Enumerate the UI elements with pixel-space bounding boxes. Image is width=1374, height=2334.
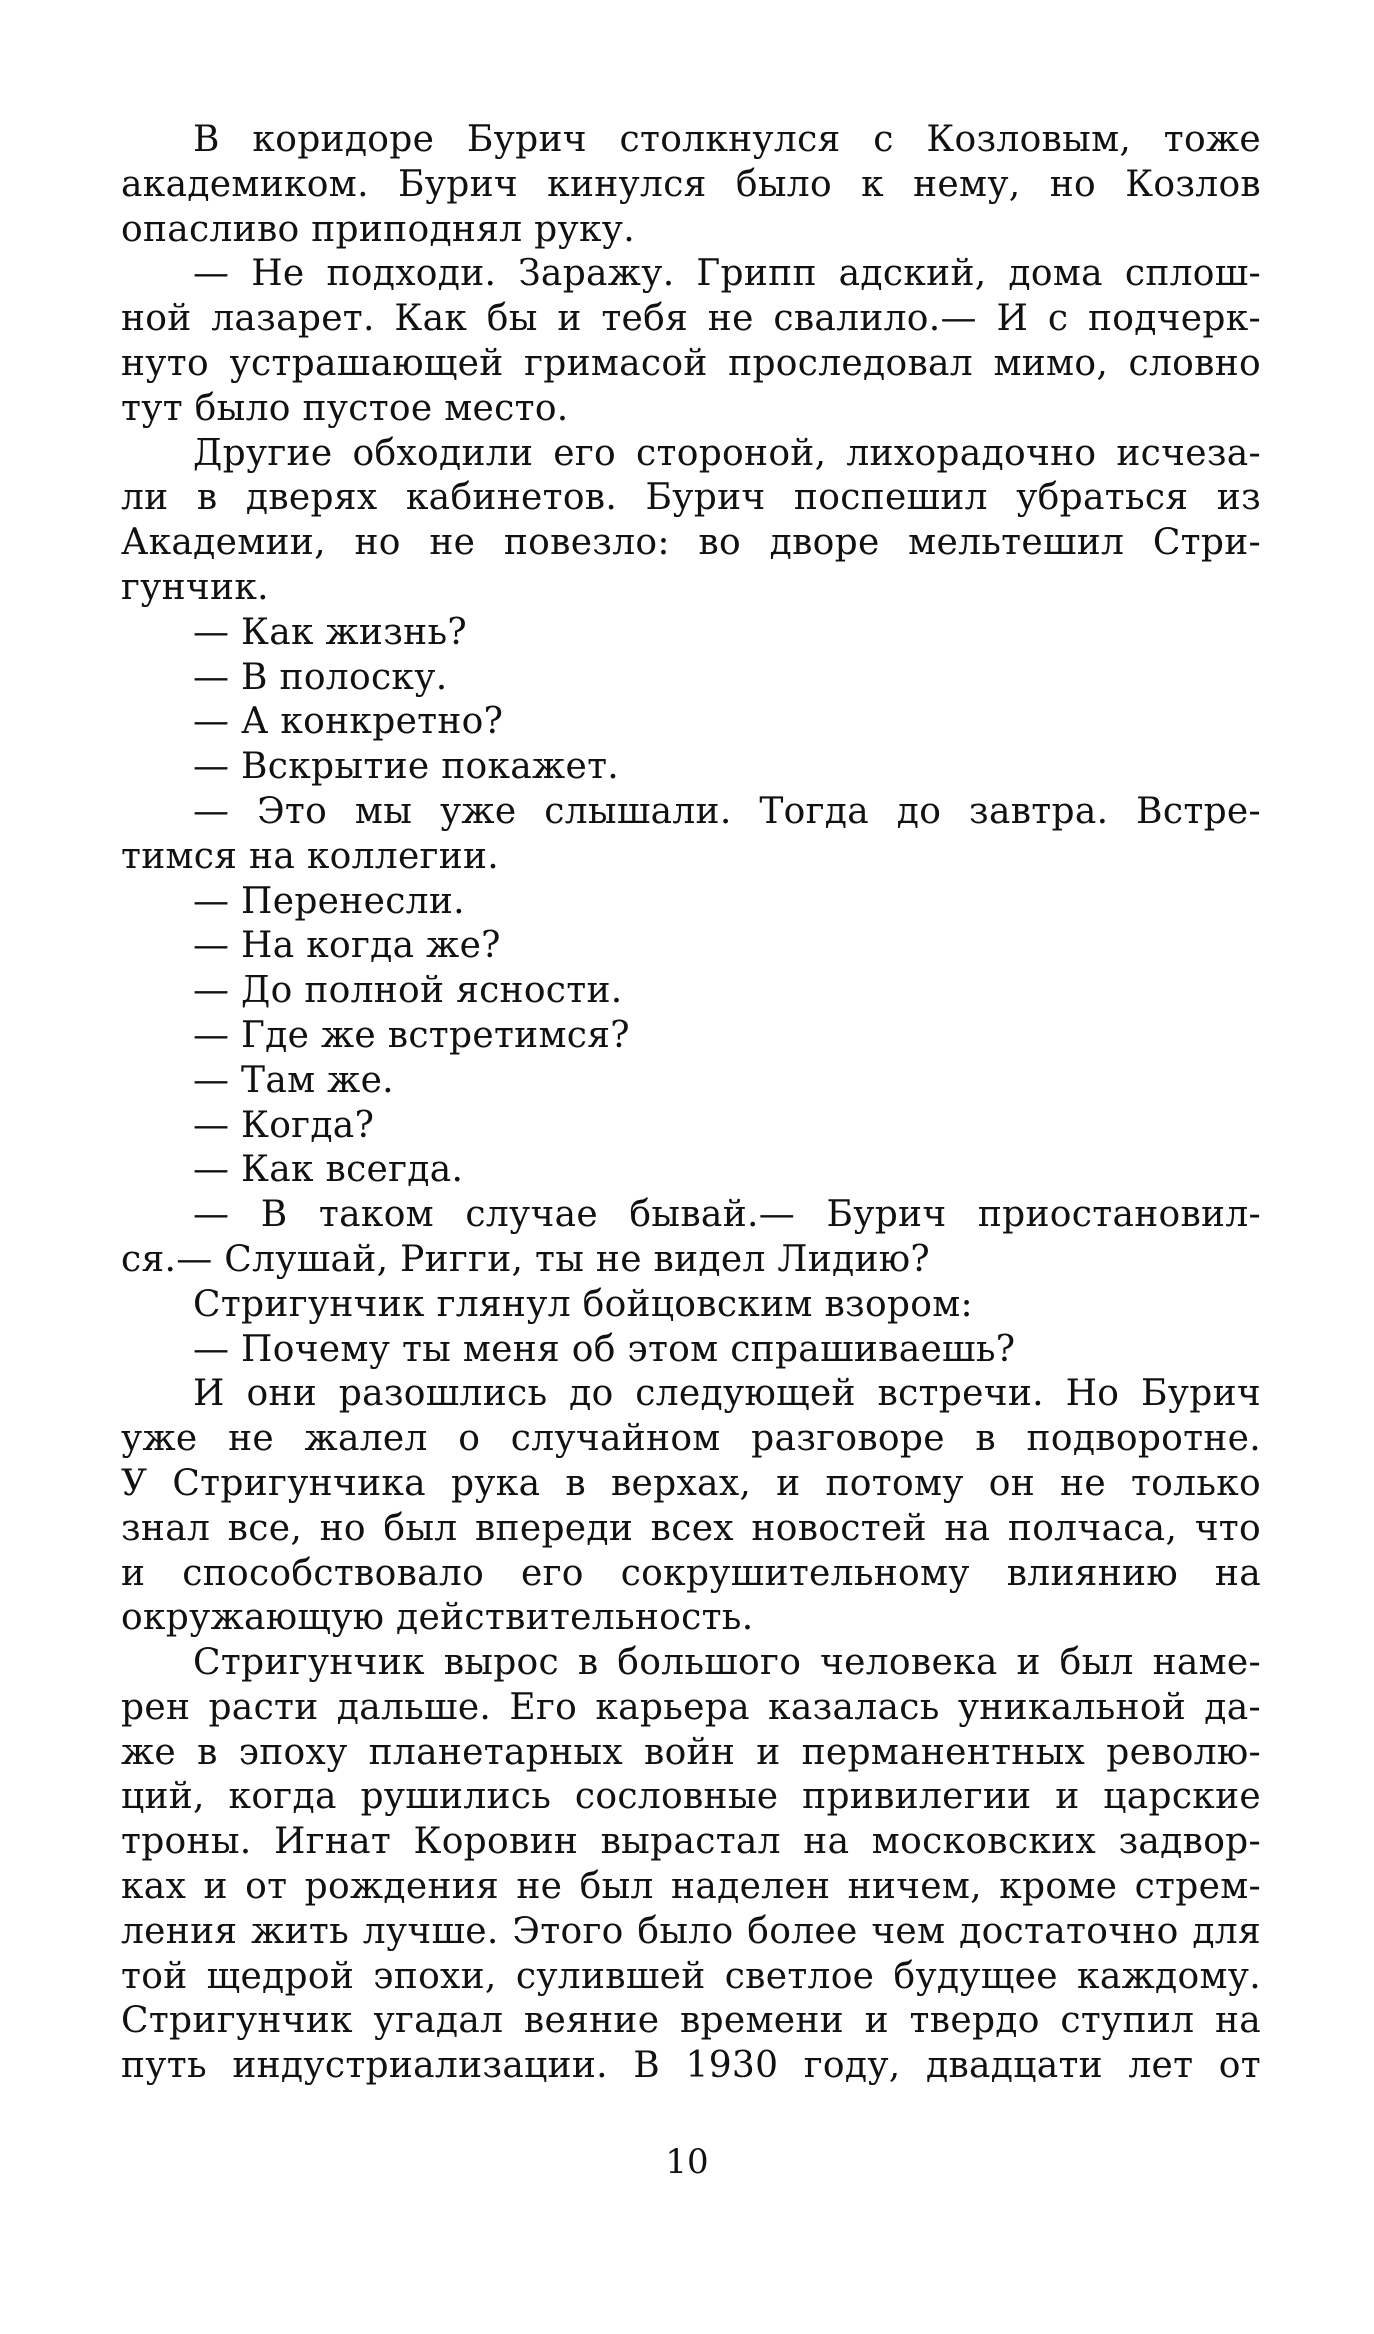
text-line: ках и от рождения не был наделен ничем, кроме стрем- [121, 1866, 1261, 1908]
text-line: ся.— Слушай, Ригги, ты не видел Лидию? [121, 1238, 931, 1280]
text-line: — Почему ты меня об этом спрашиваешь? [193, 1328, 1016, 1370]
text-line: академиком. Бурич кинулся было к нему, но Козлов [121, 163, 1261, 205]
text-line: ций, когда рушились сословные привилегии и царские [121, 1776, 1261, 1818]
text-line: Стригунчик угадал веяние времени и твердо ступил на [121, 2000, 1261, 2042]
text-line: — Перенесли. [193, 880, 465, 922]
text-line: Другие обходили его стороной, лихорадочно исчеза- [193, 432, 1261, 474]
text-line: — В полоску. [193, 656, 448, 698]
text-line: — Как жизнь? [193, 611, 467, 653]
page-number: 10 [665, 2142, 709, 2182]
text-line: У Стригунчика рука в верхах, и потому он не только [121, 1462, 1261, 1504]
text-line: и способствовало его сокрушительному влиянию на [121, 1552, 1261, 1594]
text-line: гунчик. [121, 566, 269, 608]
text-line: — На когда же? [193, 925, 501, 967]
text-line: — Не подходи. Заражу. Грипп адский, дома сплош- [193, 253, 1261, 295]
text-line: — Это мы уже слышали. Тогда до завтра. Встре- [193, 790, 1261, 832]
text-line: — Вскрытие покажет. [193, 746, 620, 788]
text-line: тут было пустое место. [121, 387, 569, 429]
text-line: ной лазарет. Как бы и тебя не свалило.— И с подчерк- [121, 298, 1261, 340]
body-text [121, 118, 1261, 2089]
text-line: И они разошлись до следующей встречи. Но Бурич [193, 1373, 1261, 1415]
text-line: В коридоре Бурич столкнулся с Козловым, тоже [193, 119, 1261, 160]
text-line: — А конкретно? [193, 701, 504, 743]
text-line: нуто устрашающей гримасой проследовал мимо, словно [121, 342, 1261, 384]
text-line: уже не жалел о случайном разговоре в подворотне. [121, 1418, 1261, 1460]
text-line: тимся на коллегии. [121, 835, 500, 877]
text-line: троны. Игнат Коровин вырастал на московских задвор- [121, 1821, 1261, 1863]
text-line: Академии, но не повезло: во дворе мельтешил Стри- [121, 522, 1261, 564]
text-line: той щедрой эпохи, сулившей светлое будущее каждому. [121, 1955, 1261, 1997]
text-line: ления жить лучше. Этого было более чем достаточно для [121, 1910, 1261, 1952]
text-line: — Там же. [193, 1059, 394, 1101]
text-line: знал все, но был впереди всех новостей на полчаса, что [121, 1507, 1261, 1549]
text-line: окружающую действительность. [121, 1597, 754, 1639]
text-line: Стригунчик вырос в большого человека и был наме- [193, 1642, 1261, 1684]
text-line: путь индустриализации. В 1930 году, двадцати лет от [121, 2045, 1261, 2087]
text-line: — Когда? [193, 1104, 375, 1146]
text-line: же в эпоху планетарных войн и перманентных револю- [121, 1731, 1261, 1773]
text-line: — До полной ясности. [193, 970, 623, 1012]
text-line: ли в дверях кабинетов. Бурич поспешил убраться из [121, 477, 1261, 519]
text-line: — В таком случае бывай.— Бурич приостановил- [193, 1194, 1261, 1236]
text-line: опасливо приподнял руку. [121, 208, 635, 250]
text-line: рен расти дальше. Его карьера казалась уникальной да- [121, 1686, 1261, 1728]
text-line: — Где же встретимся? [193, 1014, 630, 1056]
text-line: Стригунчик глянул бойцовским взором: [193, 1283, 973, 1325]
text-line: — Как всегда. [193, 1149, 464, 1191]
